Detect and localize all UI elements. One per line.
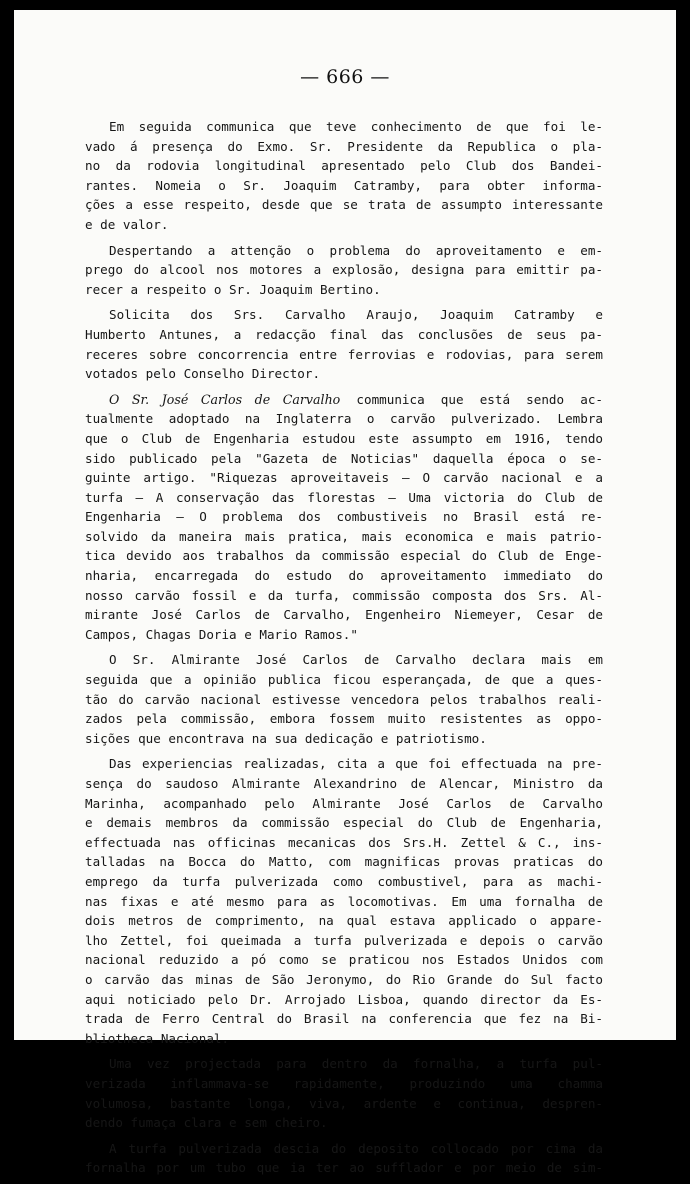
paragraph-line: dois metros de comprimento, na qual estava applicado o appare- — [85, 913, 603, 929]
paragraph-line-text: communica que está sendo ac- — [340, 391, 603, 407]
paragraph-line: que o Club de Engenharia estudou este assumpto em 1916, tendo — [85, 430, 603, 446]
paragraph-line: seguida que a opinião publica ficou esperançada, de que a ques- — [85, 672, 603, 688]
paragraph-line — [85, 390, 603, 410]
paragraph-line: sições que encontrava na sua dedicação e patriotismo. — [85, 730, 487, 746]
paragraph-line: tica devido aos trabalhos da commissão especial do Club de Enge- — [85, 548, 603, 564]
paragraph-line: sença do saudoso Almirante Alexandrino de Alencar, Ministro da — [85, 776, 603, 791]
paragraph-line: o carvão das minas de São Jeronymo, do Rio Grande do Sul facto — [85, 971, 603, 987]
paragraph-line: receres sobre concorrencia entre ferrovias e rodovias, para serem — [85, 346, 603, 362]
paragraph-line: Uma vez projectada para dentro da fornalha, a turfa pul- — [109, 1056, 603, 1072]
paragraph-line: e demais membros da commissão especial do Club de Engenharia, — [85, 815, 603, 831]
paragraph-line: guinte artigo. "Riquezas aproveitaveis — O carvão nacional e a — [85, 470, 603, 486]
paragraph-line: Em seguida communica que teve conhecimento de que foi le- — [109, 119, 603, 134]
paragraph-line: tão do carvão nacional estivesse vencedora pelos trabalhos reali- — [85, 691, 603, 707]
paragraph-line: lho Zettel, foi queimada a turfa pulverizada e depois o carvão — [85, 932, 603, 948]
paragraph-line: nharia, encarregada do estudo do aproveitamento immediato do — [85, 568, 603, 584]
paragraph-line: nacional reduzido a pó como se praticou nos Estados Unidos com — [85, 952, 603, 968]
paragraph-line: recer a respeito o Sr. Joaquim Bertino. — [85, 281, 381, 297]
paragraph-3 — [85, 305, 603, 383]
paragraph-line: tualmente adoptado na Inglaterra o carvão pulverizado. Lembra — [85, 411, 603, 427]
paragraph-7 — [85, 1054, 603, 1132]
paragraph-line: Marinha, acompanhado pelo Almirante José Carlos de Carvalho — [85, 795, 603, 811]
paragraph-line: fornalha por um tubo que ia ter ao sufflador e por meio de sim- — [85, 1160, 603, 1176]
paragraph-line: mirante José Carlos de Carvalho, Engenheiro Niemeyer, Cesar de — [85, 607, 603, 623]
paragraph-line: e de valor. — [85, 216, 169, 232]
paragraph-line: Campos, Chagas Doria e Mario Ramos." — [85, 626, 358, 642]
page-number: — 666 — — [300, 66, 390, 88]
paragraph-line: zados pela commissão, embora fossem muito resistentes as oppo- — [85, 711, 603, 727]
paragraph-line: vado á presença do Exmo. Sr. Presidente da Republica o pla- — [85, 138, 603, 154]
paragraph-5 — [85, 650, 603, 748]
paragraph-line: Engenharia — O problema dos combustiveis no Brasil está re- — [85, 509, 603, 525]
paragraph-line: sido publicado pela "Gazeta de Noticias" daquella época o se- — [85, 450, 603, 466]
paragraph-line: A turfa pulverizada descia do deposito collocado por cima da — [109, 1140, 603, 1156]
paragraph-line: verizada inflammava-se rapidamente, produzindo uma chamma — [85, 1075, 603, 1091]
paragraph-line: Das experiencias realizadas, cita a que foi effectuada na pre- — [109, 756, 603, 772]
paragraph-line: turfa — A conservação das florestas — Uma victoria do Club de — [85, 489, 603, 505]
paragraph-1 — [85, 117, 603, 235]
paragraph-line: Despertando a attenção o problema do aproveitamento e em- — [109, 242, 603, 258]
paragraph-line: nas fixas e até mesmo para as locomotivas. Em uma fornalha de — [85, 893, 603, 909]
paragraph-line: dendo fumaça clara e sem cheiro. — [85, 1115, 328, 1131]
paragraph-line: bliotheca Nacional. — [85, 1030, 230, 1046]
paragraph-line: volumosa, bastante longa, viva, ardente e continua, despren- — [85, 1095, 603, 1111]
document-page — [14, 10, 676, 1176]
paragraph-line: ções a esse respeito, desde que se trata de assumpto interessante — [85, 197, 603, 213]
paragraph-line: O Sr. Almirante José Carlos de Carvalho declara mais em — [109, 652, 603, 668]
paragraph-line: prego do alcool nos motores a explosão, designa para emittir pa- — [85, 262, 603, 278]
paragraph-4 — [85, 390, 603, 645]
paragraph-line: effectuada nas officinas mecanicas dos Srs.H. Zettel & C., ins- — [85, 834, 603, 850]
paragraph-line: talladas na Bocca do Matto, com magnificas provas praticas do — [85, 854, 603, 870]
paragraph-2 — [85, 241, 603, 300]
speaker-name: O Sr. José Carlos de Carvalho — [109, 391, 341, 407]
paragraph-line: votados pelo Conselho Director. — [85, 366, 321, 382]
paragraph-line: emprego da turfa pulverizada como combustivel, para as machi- — [85, 873, 603, 889]
paragraph-line: nosso carvão fossil e da turfa, commissão composta dos Srs. Al- — [85, 587, 603, 603]
paragraph-8 — [85, 1139, 603, 1178]
paragraph-line: trada de Ferro Central do Brasil na conferencia que fez na Bi- — [85, 1011, 603, 1027]
body-text — [85, 117, 603, 1184]
paragraph-line: no da rodovia longitudinal apresentado pelo Club dos Bandei- — [85, 158, 603, 174]
paragraph-line: Solicita dos Srs. Carvalho Araujo, Joaquim Catramby e — [109, 307, 603, 323]
paragraph-line: aqui noticiado pelo Dr. Arrojado Lisboa, quando director da Es- — [85, 991, 603, 1007]
paragraph-6 — [85, 754, 603, 1048]
paragraph-line: Humberto Antunes, a redacção final das conclusões de seus pa- — [85, 326, 603, 342]
paragraph-line: solvido da maneira mais pratica, mais economica e mais patrio- — [85, 528, 603, 544]
paragraph-line: rantes. Nomeia o Sr. Joaquim Catramby, para obter informa- — [85, 177, 603, 193]
